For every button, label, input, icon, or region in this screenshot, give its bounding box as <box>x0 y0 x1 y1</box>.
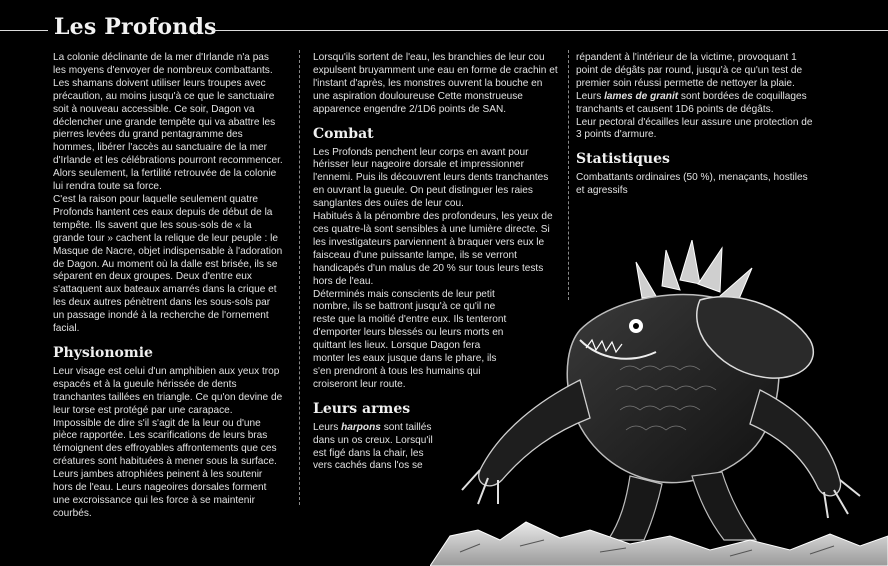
title-rule-left <box>0 30 48 31</box>
heading-statistiques: Statistiques <box>576 151 670 168</box>
lames-rest: sont bordées de coquillages tranchants et causent 1D6 points de dégâts. <box>576 90 807 115</box>
harpons-lead: Leurs <box>313 421 342 433</box>
column-divider-1 <box>299 50 300 505</box>
creature-left-arm <box>479 380 590 486</box>
paragraph-colony: La colonie déclinante de la mer d'Irlande n'a pas les moyens d'envoyer de nombreux combattants. Les shamans doivent utiliser leurs troupes avec précaution, au moins jusqu'à ce que le sanctuaire soit à nouveau accessible. Ce soir, Dagon va déclencher une grande tempête qui va abattre les pierres levées du grand pentagramme des hommes, libérer l'accès au sanctuaire de la mer d'Irlande et les célébrations pourront recommencer. Alors seulement, la fertilité retrouvée de la colonie lui rendra toute sa force. <box>53 52 283 193</box>
paragraph-retreat: Déterminés mais conscients de leur petit nombre, ils se battront jusqu'à ce qu'il ne reste que la moitié d'entre eux. Ils tenteront d'emporter leurs blessés ou leurs morts en quittant les lieux. Lorsque Dagon fera monter les eaux jusque dans le phare, ils s'en prendront à tous les humains qui croiseront leur route. <box>313 288 507 390</box>
creature-right-arm <box>750 390 841 496</box>
harpons-rest: sont taillés dans un os creux. Lorsqu'il est figé dans la chair, les vers cachés dans l'os se <box>313 421 433 472</box>
paragraph-light-sensitivity: Habitués à la pénombre des profondeurs, les yeux de ces quatre-là sont sensibles à une lumière directe. Si les investigateurs parviennent à braquer vers eux le faisceau d'une puissante lampe, ils se verront handicapés d'un malus de 20 % sur tous leurs tests hors de l'eau. <box>313 211 553 287</box>
paragraph-four-deep-ones: C'est la raison pour laquelle seulement quatre Profonds hantent ces eaux depuis de début de la tempête. Ils savent que les sous-sols de « la grande tour » cachent la relique de leur peuple : le Masque de Nacre, objet indispensable à l'adoration de Dagon. Au moment où la dalle est brisée, ils se séparent en deux groupes. Deux d'entre eux s'attaquent aux bateaux amarrés dans la crique et les deux autres pénètrent dans les sous-sols par un passage inondé à la recherche de l'ornement facial. <box>53 193 283 335</box>
rocks <box>430 522 888 566</box>
heading-leurs-armes: Leurs armes <box>313 400 411 417</box>
title-bar <box>0 6 888 46</box>
title-rule-right <box>212 30 888 31</box>
paragraph-harpons <box>313 422 441 474</box>
deep-one-creature-illustration <box>430 240 888 566</box>
lames-lead: Leurs <box>576 90 605 102</box>
paragraph-physionomie: Leur visage est celui d'un amphibien aux yeux trop espacés et à la gueule hérissée de dents tranchantes taillées en triangle. Ce qu'on devine de leur torse est protégé par une carapace. Impossible de dire s'il s'agit de la leur ou d'une pièce rapportée. Les scarifications de leurs bras témoignent des effroyables affrontements que ces créatures sont habituées à mener sous la surface. Leurs jambes atrophiées peinent à les soutenir hors de l'eau. Leurs nageoires dorsales forment une excroissance qui les force à se maintenir courbés. <box>53 365 283 519</box>
page-title: Les Profonds <box>54 14 217 40</box>
paragraph-harpon-damage: répandent à l'intérieur de la victime, provoquant 1 point de dégâts par round, jusqu'à ce qu'un test de premier soin réussi permette de nettoyer la plaie. <box>576 52 803 89</box>
paragraph-statistiques: Combattants ordinaires (50 %), menaçants, hostiles et agressifs <box>576 172 808 197</box>
paragraph-combat-posture: Les Profonds penchent leur corps en avant pour hérisser leur nageoire dorsale et impressionner l'ennemi. Puis ils découvrent leurs dents tranchantes en ouvrant la gueule. On peut distinguer les raies sanglantes des ouïes de leur cou. <box>313 146 549 210</box>
paragraph-gills: Lorsqu'ils sortent de l'eau, les branchies de leur cou expulsent bruyamment une eau en forme de crachin et l'instant d'après, les monstres ouvrent la bouche en une aspiration douloureuse Cette monstrueuse apparence engendre 2/1D6 points de SAN. <box>313 52 558 115</box>
heading-combat: Combat <box>313 125 374 142</box>
lames-term: lames de granit <box>604 90 679 102</box>
paragraph-armure: Leur pectoral d'écailles leur assure une protection de 3 points d'armure. <box>576 116 813 141</box>
harpons-term: harpons <box>341 421 381 433</box>
paragraph-lames <box>576 91 816 117</box>
heading-physionomie: Physionomie <box>53 344 153 361</box>
column-1 <box>53 52 283 521</box>
column-3 <box>576 52 816 198</box>
